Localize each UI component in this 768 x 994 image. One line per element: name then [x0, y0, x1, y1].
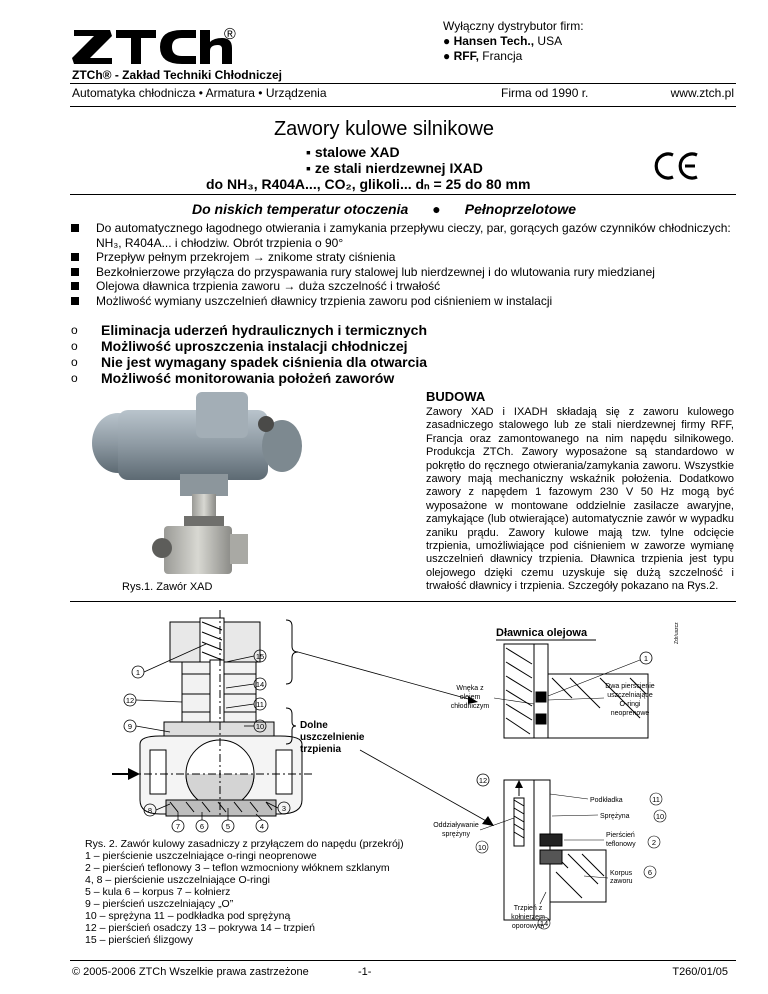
website-link[interactable]: www.ztch.pl	[670, 86, 734, 100]
ztch-logo	[72, 26, 242, 66]
subtitle-steel: ▪ stalowe XAD	[306, 144, 400, 160]
advantage-item: o Możliwość uproszczenia instalacji chłodniczej	[68, 338, 427, 354]
callout-number: 10	[477, 843, 487, 852]
distributor-item: ● Hansen Tech., USA	[443, 34, 563, 48]
callout-number: 10	[655, 812, 665, 821]
callout-number: 9	[127, 722, 133, 731]
callout-number: 4	[259, 822, 265, 831]
legend-line: 2 – pierścień teflonowy 3 – teflon wzmocniony włóknem szklanym	[85, 862, 390, 874]
oil-cavity-label: Wnęka z	[456, 685, 484, 692]
callout-number: 1	[643, 654, 649, 663]
tagline-separator: ●	[432, 201, 441, 217]
oil-cavity-label: olejem	[459, 694, 481, 701]
bar-middle-text: Firma od 1990 r.	[501, 86, 589, 100]
oring-label: neoprenowe	[610, 710, 650, 717]
teflon-ring-label: teflonowy	[606, 841, 636, 848]
header-rule-bottom	[70, 106, 736, 107]
advantage-item: o Nie jest wymagany spadek ciśnienia dla otwarcia	[68, 354, 427, 370]
legend-line: 10 – sprężyna 11 – podkładka pod sprężyną	[85, 910, 291, 922]
legend-line: 15 – pierścień ślizgowy	[85, 934, 193, 946]
feature-item: Przepływ pełnym przekrojem → znikome straty ciśnienia	[68, 250, 738, 265]
drawing-code-label: Zdr/uszcz	[674, 622, 680, 644]
feature-item: Bezkołnierzowe przyłącza do przyspawania rury stalowej lub nierdzewnej i do wlutowania rury miedzianej	[68, 265, 738, 280]
callout-number: 3	[281, 804, 287, 813]
title-rule	[70, 194, 736, 195]
feature-item: Do automatycznego łagodnego otwierania i zamykania przepływu cieczy, par, gorących gazów czynników chłodniczych: NH₃, R404A... i chłodziw. Obrót trzpienia o 90°	[68, 221, 738, 250]
callout-number: 6	[199, 822, 205, 831]
figure-1-caption: Rys.1. Zawór XAD	[122, 581, 213, 593]
legend-line: 1 – pierścienie uszczelniające o-ringi neoprenowe	[85, 850, 317, 862]
legend-line: 5 – kula 6 – korpus 7 – kołnierz	[85, 886, 231, 898]
figure-2-legend	[85, 838, 404, 946]
callout-number: 14	[539, 919, 549, 928]
advantages-list	[68, 322, 427, 386]
logo-graphic	[72, 26, 242, 66]
callout-number: 12	[478, 776, 488, 785]
oil-cavity-label: chłodniczym	[450, 703, 490, 710]
legend-line: 12 – pierścień osadczy 13 – pokrywa 14 – trzpień	[85, 922, 315, 934]
oring-label: uszczelniające	[607, 692, 653, 699]
spring-action-label: Oddziaływanie	[433, 822, 479, 829]
callout-number: 14	[255, 680, 265, 689]
company-name: ZTCh® - Zakład Techniki Chłodniczej	[72, 68, 282, 82]
feature-list	[68, 221, 738, 308]
spring-action-label: sprężyny	[441, 831, 471, 838]
callout-number: 11	[256, 700, 264, 709]
section-text-budowa: Zawory XAD i IXADH składają się z zaworu kulowego zasadniczego stalowego lub ze stali nierdzewnej firmy RFF, Francja oraz zamontowanego na nim napędu silnikowego. Produkcja ZTCh. Zawory wyposażone są standardowo w pokrętło do ręcznego otwierania/zamykania zaworu. Wszystkie zawory mają mechaniczny wskaźnik położenia. Dodatkowo zawory z napędem 1 fazowym 230 V 50 Hz mogą być wyposażone w montowane oddzielnie zasilacze awaryjne, zamykające (lub otwierające) automatycznie zawór w wypadku zaniku prądu. Zawory kulowe mają tzw. tylne odcięcie trzpienia, umożliwiające pod ciśnieniem w zaworze wymianę uszczelnień dławnicy trzpienia. Dławnica trzpienia jest typu olejowego dzięki czemu uzyskuje się dużą szczelność i trwałość dławnicy i trzpienia. Szczegóły pokazano na Rys.2.	[426, 406, 734, 593]
page-title: Zawory kulowe silnikowe	[273, 118, 495, 140]
section-heading-budowa: BUDOWA	[426, 389, 486, 404]
spring-label: Sprężyna	[600, 813, 630, 820]
feature-item: Olejowa dławnica trzpienia zaworu → duża szczelność i trwałość	[68, 279, 738, 294]
callout-number: 8	[147, 806, 153, 815]
lower-seal-label: trzpienia	[300, 744, 342, 755]
legend-line: 9 – pierścień uszczelniający „O”	[85, 898, 234, 910]
callout-number: 12	[125, 696, 135, 705]
ce-mark-icon	[652, 150, 702, 182]
callout-number: 2	[651, 838, 657, 847]
teflon-ring-label: Pierścień	[606, 832, 635, 839]
callout-number: 10	[255, 722, 265, 731]
bar-left-text: Automatyka chłodnicza • Armatura • Urządzenia	[72, 86, 327, 100]
tagline-right: Pełnoprzelotowe	[464, 201, 576, 217]
callout-number: 5	[225, 822, 231, 831]
figure-rule	[70, 601, 736, 602]
washer-label: Podkładka	[590, 797, 623, 804]
subtitle-stainless: ▪ ze stali nierdzewnej IXAD	[306, 160, 483, 176]
valve-body-label: zaworu	[610, 878, 633, 885]
distributor-block	[443, 19, 584, 64]
valve-body-label: Korpus	[610, 870, 633, 877]
footer-copyright: © 2005-2006 ZTCh Wszelkie prawa zastrzeżone	[72, 966, 309, 978]
stem-label: oporowym	[511, 923, 545, 930]
legend-line: 4, 8 – pierścienie uszczelniające O-ringi	[85, 874, 271, 886]
drawing-header-label: Dławnica olejowa	[496, 627, 588, 639]
callout-number: 7	[175, 822, 181, 831]
footer-rule	[70, 960, 736, 961]
distributor-title: Wyłączny dystrybutor firm:	[443, 19, 584, 33]
tagline	[0, 201, 768, 217]
callout-number: 11	[652, 795, 660, 804]
distributor-item: ● RFF, Francja	[443, 49, 523, 63]
tagline-left: Do niskich temperatur otoczenia	[192, 201, 409, 217]
subtitle-media: do NH₃, R404A..., CO₂, glikoli... dₙ = 25 do 80 mm	[206, 176, 531, 192]
callout-number: 15	[255, 652, 265, 661]
header-rule-top	[70, 83, 736, 84]
feature-item: Możliwość wymiany uszczelnień dławnicy trzpienia zaworu pod ciśnieniem w instalacji	[68, 294, 738, 309]
advantage-item: o Eliminacja uderzeń hydraulicznych i termicznych	[68, 322, 427, 338]
lower-seal-label: uszczelnienie	[300, 732, 365, 743]
callout-number: 1	[135, 668, 141, 677]
footer-page-number: -1-	[358, 966, 372, 978]
registered-mark: ®	[224, 26, 236, 43]
callout-number: 6	[647, 868, 653, 877]
footer-doc-code: T260/01/05	[672, 966, 728, 978]
advantage-item: o Możliwość monitorowania położeń zaworów	[68, 370, 427, 386]
stem-label: Trzpień z	[513, 905, 543, 912]
lower-seal-label: Dolne	[300, 720, 328, 731]
legend-line: Rys. 2. Zawór kulowy zasadniczy z przyłączem do napędu (przekrój)	[85, 838, 404, 850]
valve-photo	[88, 388, 328, 578]
oring-label: O-ringi	[619, 701, 641, 708]
stem-label: kołnierzem	[511, 914, 545, 921]
oring-label: Dwa pierścienie	[605, 683, 655, 690]
